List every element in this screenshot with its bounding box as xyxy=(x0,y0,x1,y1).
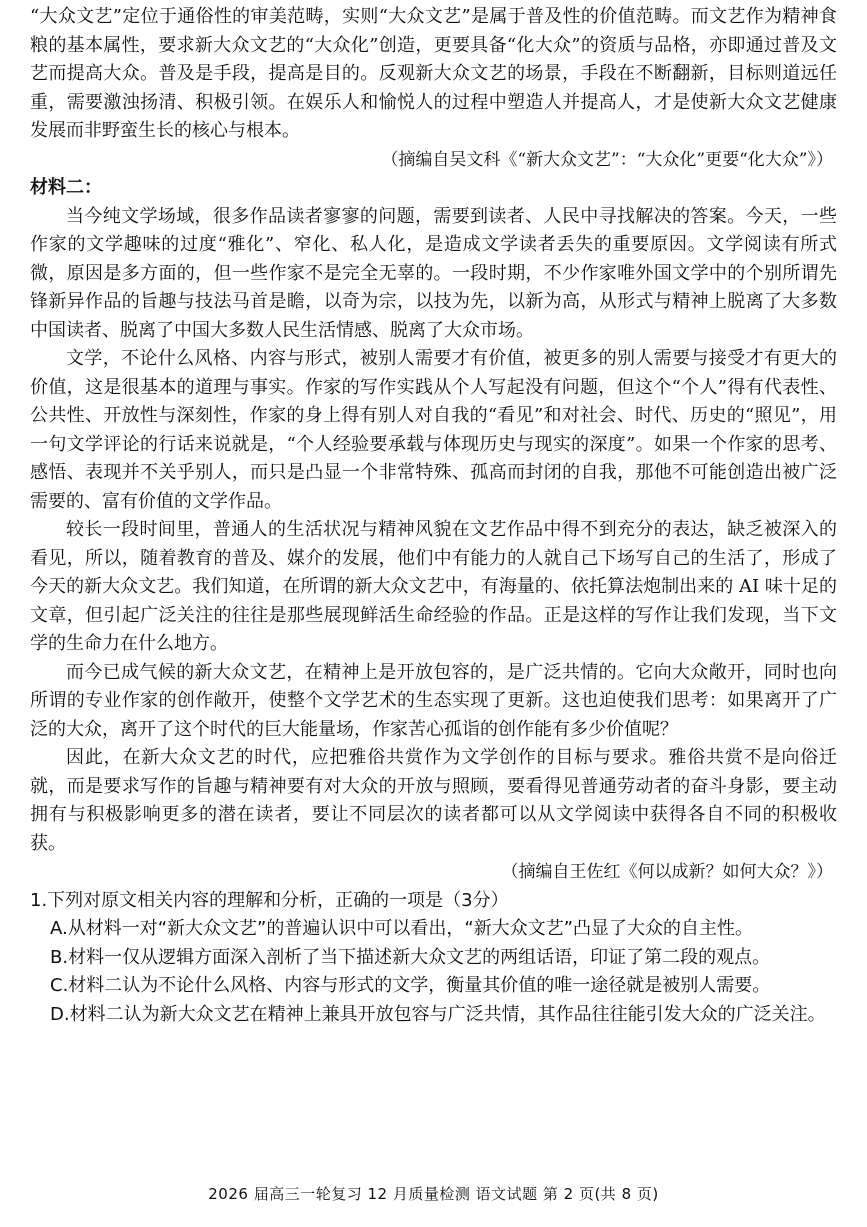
material2-paragraph: 而今已成气候的新大众文艺，在精神上是开放包容的，是广泛共情的。它向大众敞开，同时也向所谓的专业作家的创作敞开，使整个文学艺术的生态实现了更新。这也迫使我们思考：如果离开了广泛的大众，离开了这个时代的巨大能量场，作家苦心孤诣的创作能有多少价值呢？ xyxy=(30,661,837,740)
material2-paragraph: 因此，在新大众文艺的时代，应把雅俗共赏作为文学创作的目标与要求。雅俗共赏不是向俗迁就，而是要求写作的旨趣与精神要有对大众的开放与照顾，要看得见普通劳动者的奋斗身影，要主动拥有与积极影响更多的潜在读者，要让不同层次的读者都可以从文学阅读中获得各自不同的积极收获。 xyxy=(30,747,837,854)
material2-paragraph: 当今纯文学场域，很多作品读者寥寥的问题，需要到读者、人民中寻找解决的答案。今天，一些作家的文学趣味的过度“雅化”、窄化、私人化，是造成文学读者丢失的重要原因。文学阅读有所式微，原因是多方面的，但一些作家不是完全无辜的。一段时期，不少作家唯外国文学中的个别所谓先锋新异作品的旨趣与技法马首是瞻，以奇为宗，以技为先，以新为高，从形式与精神上脱离了大多数中国读者、脱离了中国大多数人民生活情感、脱离了大众市场。 xyxy=(30,205,837,341)
question-1-stem: 1.下列对原文相关内容的理解和分析，正确的一项是（3分） xyxy=(30,889,509,911)
material1-source: （摘编自吴文科《“新大众文艺”：“大众化”更要“化大众”》） xyxy=(381,149,833,170)
question-1-option-d: D.材料二认为新大众文艺在精神上兼具开放包容与广泛共情，其作品往往能引发大众的广泛关注。 xyxy=(50,1003,826,1025)
material2-source: （摘编自王佐红《何以成新？如何大众？》） xyxy=(501,862,833,882)
material2-heading: 材料二： xyxy=(30,177,102,198)
page-footer: 2026 届高三一轮复习 12 月质量检测 语文试题 第 2 页(共 8 页) xyxy=(208,1185,659,1203)
question-1-option-a: A.从材料一对“新大众文艺”的普遍认识中可以看出，“新大众文艺”凸显了大众的自主性。 xyxy=(50,918,754,939)
material2-paragraph: 较长一段时间里，普通人的生活状况与精神风貌在文艺作品中得不到充分的表达，缺乏被深入的看见，所以，随着教育的普及、媒介的发展，他们中有能力的人就自己下场写自己的生活了，形成了今天的新大众文艺。我们知道，在所谓的新大众文艺中，有海量的、依托算法炮制出来的 AI 味十足的文章，但引起广泛关注的往往是那些展现鲜活生命经验的作品。正是这样的写作让我们发现，当下文学的生命力在什么地方。 xyxy=(30,519,837,654)
question-1-option-b: B.材料一仅从逻辑方面深入剖析了当下描述新大众文艺的两组话语，印证了第二段的观点。 xyxy=(50,946,771,968)
material2-paragraph: 文学，不论什么风格、内容与形式，被别人需要才有价值，被更多的别人需要与接受才有更大的价值，这是很基本的道理与事实。作家的写作实践从个人写起没有问题，但这个“个人”得有代表性、公共性、开放性与深刻性，作家的身上得有别人对自我的“看见”和对社会、时代、历史的“照见”，用一句文学评论的行话来说就是，“个人经验要承载与体现历史与现实的深度”。如果一个作家的思考、感悟、表现并不关乎别人，而只是凸显一个非常特殊、孤高而封闭的自我，那他不可能创造出被广泛需要的、富有价值的文学作品。 xyxy=(30,348,837,512)
question-1-option-c: C.材料二认为不论什么风格、内容与形式的文学，衡量其价值的唯一途径就是被别人需要。 xyxy=(50,975,771,996)
material1-paragraph-tail: “大众文艺”定位于通俗性的审美范畴，实则“大众文艺”是属于普及性的价值范畴。而文艺作为精神食粮的基本属性，要求新大众文艺的“大众化”创造，更要具备“化大众”的资质与品格，亦即通过普及文艺而提高大众。普及是手段，提高是目的。反观新大众文艺的场景，手段在不断翻新，目标则道远任重，需要激浊扬清、积极引领。在娱乐人和愉悦人的过程中塑造人并提高人，才是使新大众文艺健康发展而非野蛮生长的核心与根本。 xyxy=(30,6,837,141)
